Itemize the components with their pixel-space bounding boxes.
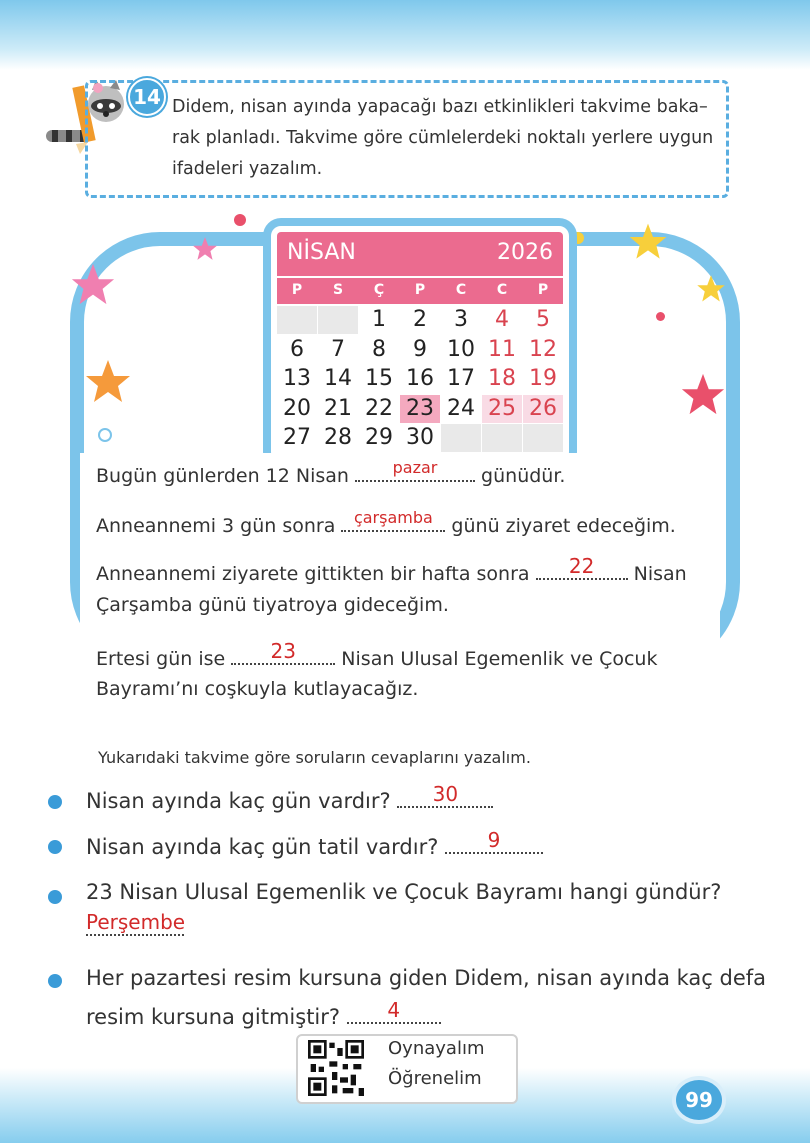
sentence-text: Anneannemi ziyarete gittikten bir hafta sonra: [96, 563, 536, 585]
page-number: 99: [676, 1080, 722, 1120]
calendar-day-cell: 9: [400, 336, 440, 364]
star-icon: [70, 262, 116, 308]
calendar-empty-cell: [482, 424, 522, 452]
handwritten-answer: 22: [568, 554, 595, 578]
calendar-day-cell: 14: [318, 365, 358, 393]
question-4: Her pazartesi resim kursuna giden Didem, nisan ayında kaç defa: [86, 966, 767, 990]
question-3-answer-line: [86, 910, 186, 941]
sentence-text: günüdür.: [475, 465, 566, 487]
sentence-text: Nisan: [627, 563, 687, 585]
calendar-day-cell: 13: [277, 365, 317, 393]
sentence-2: [96, 510, 676, 537]
qr-label-line1: Oynayalım: [388, 1038, 485, 1059]
answer-blank[interactable]: [341, 510, 445, 532]
answer-blank[interactable]: [231, 639, 335, 665]
calendar-empty-cell: [318, 306, 358, 334]
calendar-day-cell: 28: [318, 424, 358, 452]
calendar-day-cell: 1: [359, 306, 399, 334]
sentence-text: Bugün günlerden 12 Nisan: [96, 465, 356, 487]
sentence-3: [96, 554, 687, 585]
calendar-day-cell: 6: [277, 336, 317, 364]
handwritten-answer: 30: [432, 782, 459, 806]
bullet-icon: [48, 974, 62, 988]
calendar-header: [277, 232, 563, 276]
calendar-day-cell: 10: [441, 336, 481, 364]
sentence-text: Ertesi gün ise: [96, 648, 232, 670]
calendar-day-cell: 30: [400, 424, 440, 452]
calendar-day-cell: 7: [318, 336, 358, 364]
question-3: 23 Nisan Ulusal Egemenlik ve Çocuk Bayramı hangi gündür?: [86, 880, 722, 904]
activity-line: ifadeleri yazalım.: [172, 159, 323, 179]
calendar-day-cell: 12: [523, 336, 563, 364]
bullet-icon: [48, 890, 62, 904]
calendar-day-cell: 4: [482, 306, 522, 334]
activity-number: 14: [128, 78, 166, 116]
calendar-grid: [277, 306, 563, 454]
calendar-empty-cell: [441, 424, 481, 452]
sentence-text: Nisan Ulusal Egemenlik ve Çocuk: [335, 648, 658, 670]
april-calendar: [263, 218, 577, 470]
calendar-day-cell: 24: [441, 395, 481, 423]
answer-blank[interactable]: [86, 910, 186, 936]
handwritten-answer: çarşamba: [353, 508, 433, 527]
star-icon: [192, 236, 218, 262]
calendar-day-cell: 29: [359, 424, 399, 452]
question-2: [86, 828, 543, 859]
answer-blank[interactable]: [536, 554, 628, 580]
handwritten-answer: pazar: [392, 458, 438, 477]
calendar-day-cell: 3: [441, 306, 481, 334]
questions-instruction: Yukarıdaki takvime göre soruların cevaplarını yazalım.: [98, 748, 531, 767]
bullet-icon: [48, 840, 62, 854]
sentence-1: [96, 460, 565, 487]
sentence-4: [96, 639, 658, 670]
calendar-day-name: C: [455, 282, 467, 298]
calendar-day-cell: 19: [523, 365, 563, 393]
calendar-empty-cell: [523, 424, 563, 452]
calendar-day-cell: 26: [523, 395, 563, 423]
calendar-day-cell: 23: [400, 395, 440, 423]
calendar-day-name: C: [496, 282, 508, 298]
bullet-icon: [48, 795, 62, 809]
decor-dot: [234, 214, 246, 226]
calendar-day-name: Ç: [373, 282, 385, 298]
qr-code-icon[interactable]: [306, 1040, 366, 1096]
calendar-day-cell: 11: [482, 336, 522, 364]
activity-instruction: [172, 92, 717, 185]
calendar-day-cell: 22: [359, 395, 399, 423]
calendar-day-cell: 5: [523, 306, 563, 334]
calendar-day-name: P: [291, 282, 303, 298]
calendar-day-cell: 15: [359, 365, 399, 393]
activity-line: Didem, nisan ayında yapacağı bazı etkinlikleri takvime baka–: [172, 97, 708, 117]
answer-blank[interactable]: [445, 828, 543, 854]
answer-blank[interactable]: [355, 460, 475, 482]
answer-blank[interactable]: [397, 782, 493, 808]
calendar-day-cell: 21: [318, 395, 358, 423]
sentence-text: günü ziyaret edeceğim.: [445, 515, 676, 537]
calendar-day-name: P: [537, 282, 549, 298]
handwritten-answer: 23: [270, 639, 296, 663]
calendar-day-cell: 25: [482, 395, 522, 423]
calendar-day-cell: 17: [441, 365, 481, 393]
decor-dot: [98, 428, 112, 442]
star-icon: [84, 358, 132, 406]
calendar-empty-cell: [277, 306, 317, 334]
answer-blank[interactable]: [347, 998, 441, 1024]
calendar-day-cell: 27: [277, 424, 317, 452]
calendar-day-cell: 16: [400, 365, 440, 393]
star-icon: [680, 372, 726, 418]
activity-line: rak planladı. Takvime göre cümlelerdeki noktalı yerlere uygun: [172, 128, 714, 148]
calendar-day-names: [277, 278, 563, 304]
calendar-day-name: P: [414, 282, 426, 298]
handwritten-answer: Perşembe: [86, 910, 186, 934]
qr-label-line2: Öğrenelim: [388, 1068, 482, 1089]
question-text: Nisan ayında kaç gün vardır?: [86, 789, 398, 813]
handwritten-answer: 9: [487, 828, 501, 852]
star-icon: [628, 222, 668, 262]
calendar-day-cell: 18: [482, 365, 522, 393]
calendar-month: NİSAN: [287, 240, 356, 265]
star-icon: [696, 274, 726, 304]
sentence-3-line2: Çarşamba günü tiyatroya gideceğim.: [96, 594, 449, 616]
question-1: [86, 782, 493, 813]
calendar-day-cell: 8: [359, 336, 399, 364]
handwritten-answer: 4: [387, 998, 401, 1022]
sentence-text: Anneannemi 3 gün sonra: [96, 515, 342, 537]
question-4-line2: [86, 998, 441, 1029]
calendar-day-cell: 20: [277, 395, 317, 423]
sentence-4-line2: Bayramı’nı coşkuyla kutlayacağız.: [96, 678, 419, 700]
question-text: resim kursuna gitmiştir?: [86, 1005, 347, 1029]
decor-dot: [656, 312, 665, 321]
top-decor-band: [0, 0, 810, 70]
calendar-day-name: S: [332, 282, 344, 298]
calendar-year: 2026: [497, 240, 553, 265]
calendar-day-cell: 2: [400, 306, 440, 334]
question-text: Nisan ayında kaç gün tatil vardır?: [86, 835, 446, 859]
